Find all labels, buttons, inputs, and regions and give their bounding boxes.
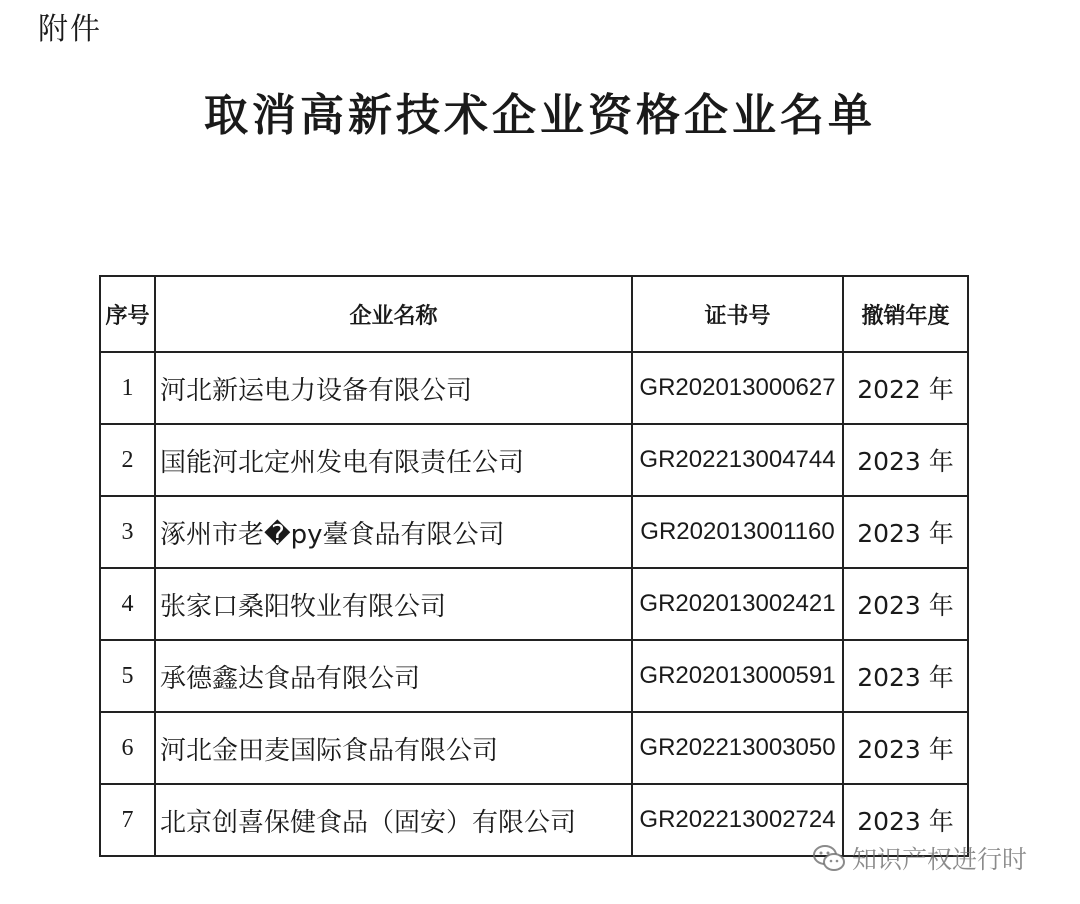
document-title: 取消高新技术企业资格企业名单 xyxy=(204,90,876,141)
revocation-year: 2022 年 xyxy=(843,352,968,424)
certificate-number: GR202013000627 xyxy=(632,352,843,424)
certificate-number: GR202213004744 xyxy=(632,424,843,496)
column-header-name: 企业名称 xyxy=(155,276,632,352)
table-row xyxy=(100,424,968,496)
row-number: 3 xyxy=(100,496,155,568)
attachment-label: 附件 xyxy=(38,12,102,47)
column-header-cert: 证书号 xyxy=(632,276,843,352)
column-header-year: 撤销年度 xyxy=(843,276,968,352)
revocation-year: 2023 年 xyxy=(843,712,968,784)
enterprise-name: 北京创喜保健食品（固安）有限公司 xyxy=(155,784,632,856)
revocation-year: 2023 年 xyxy=(843,424,968,496)
enterprise-name: 国能河北定州发电有限责任公司 xyxy=(155,424,632,496)
revoked-enterprise-table xyxy=(99,275,969,857)
enterprise-name: 承德鑫达食品有限公司 xyxy=(155,640,632,712)
table-header-row xyxy=(100,276,968,352)
row-number: 2 xyxy=(100,424,155,496)
wechat-icon xyxy=(812,843,846,873)
enterprise-name: 张家口桑阳牧业有限公司 xyxy=(155,568,632,640)
revocation-year: 2023 年 xyxy=(843,568,968,640)
row-number: 6 xyxy=(100,712,155,784)
table-row xyxy=(100,496,968,568)
row-number: 4 xyxy=(100,568,155,640)
enterprise-name: 河北金田麦国际食品有限公司 xyxy=(155,712,632,784)
certificate-number: GR202213003050 xyxy=(632,712,843,784)
table-row xyxy=(100,568,968,640)
revocation-year: 2023 年 xyxy=(843,496,968,568)
row-number: 1 xyxy=(100,352,155,424)
table-row xyxy=(100,352,968,424)
table-row xyxy=(100,712,968,784)
certificate-number: GR202013000591 xyxy=(632,640,843,712)
certificate-number: GR202013002421 xyxy=(632,568,843,640)
revocation-year: 2023 年 xyxy=(843,784,968,856)
watermark xyxy=(812,838,1027,878)
row-number: 7 xyxy=(100,784,155,856)
enterprise-name: 涿州市老�py臺食品有限公司 xyxy=(155,496,632,568)
row-number: 5 xyxy=(100,640,155,712)
certificate-number: GR202013001160 xyxy=(632,496,843,568)
watermark-text: 知识产权进行时 xyxy=(852,845,1028,874)
table-row xyxy=(100,640,968,712)
column-header-no: 序号 xyxy=(100,276,155,352)
enterprise-name: 河北新运电力设备有限公司 xyxy=(155,352,632,424)
revocation-year: 2023 年 xyxy=(843,640,968,712)
certificate-number: GR202213002724 xyxy=(632,784,843,856)
